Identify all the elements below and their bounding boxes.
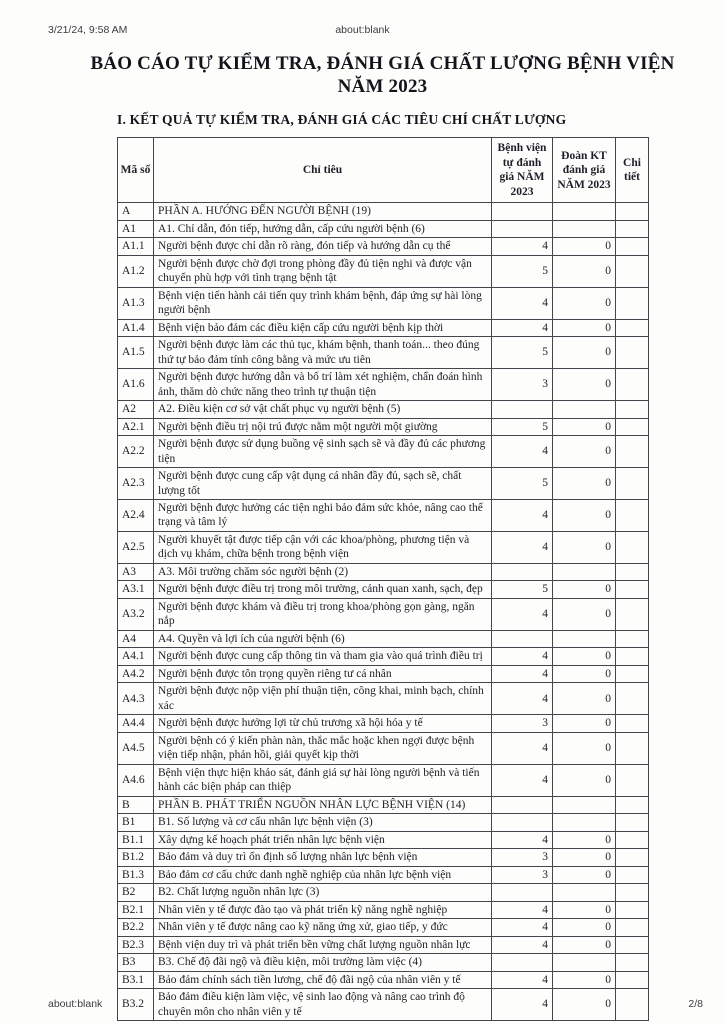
table-row [118,866,649,883]
cell-criteria: Người bệnh được cung cấp thông tin và tham gia vào quá trình điều trị [154,648,492,665]
cell-detail [616,531,649,563]
cell-team-score: 0 [553,581,616,598]
print-footer-url: about:blank [48,998,103,1010]
cell-detail [616,369,649,401]
cell-self-score [492,796,553,813]
cell-detail [616,287,649,319]
table-row [118,436,649,468]
cell-criteria: Người bệnh được chờ đợi trong phòng đầy đủ tiện nghi và được vận chuyển phù hợp với tình trạng bệnh tật [154,255,492,287]
cell-criteria: Bệnh viện bảo đảm các điều kiện cấp cứu người bệnh kịp thời [154,319,492,336]
cell-detail [616,220,649,237]
table-row [118,884,649,901]
cell-criteria: B1. Số lượng và cơ cấu nhân lực bệnh viện (3) [154,814,492,831]
cell-criteria: Nhân viên y tế được đào tạo và phát triển kỹ năng nghề nghiệp [154,901,492,918]
cell-code: A [118,203,154,220]
cell-self-score: 4 [492,683,553,715]
cell-self-score [492,630,553,647]
cell-team-score: 0 [553,866,616,883]
cell-team-score: 0 [553,418,616,435]
table-row [118,648,649,665]
header-team-assessment: Đoàn KT đánh giá NĂM 2023 [553,138,616,203]
cell-criteria: Người bệnh được điều trị trong môi trường, cảnh quan xanh, sạch, đẹp [154,581,492,598]
cell-self-score: 4 [492,436,553,468]
cell-criteria: Người bệnh được chỉ dẫn rõ ràng, đón tiếp và hướng dẫn cụ thể [154,238,492,255]
cell-team-score: 0 [553,319,616,336]
cell-criteria: Bảo đảm và duy trì ổn định số lượng nhân lực bệnh viện [154,849,492,866]
cell-detail [616,418,649,435]
cell-criteria: B3. Chế độ đãi ngộ và điều kiện, môi trường làm việc (4) [154,954,492,971]
cell-team-score: 0 [553,337,616,369]
cell-code: B [118,796,154,813]
section-heading: I. KẾT QUẢ TỰ KIỂM TRA, ĐÁNH GIÁ CÁC TIÊU CHÍ CHẤT LƯỢNG [117,112,567,128]
cell-code: A2.1 [118,418,154,435]
cell-team-score [553,796,616,813]
cell-self-score: 4 [492,598,553,630]
cell-team-score: 0 [553,683,616,715]
cell-team-score: 0 [553,919,616,936]
cell-self-score: 5 [492,468,553,500]
table-row [118,337,649,369]
criteria-table [117,137,649,1021]
cell-criteria: Bệnh viện thực hiện khảo sát, đánh giá sự hài lòng người bệnh và tiến hành các biện pháp can thiệp [154,764,492,796]
table-row [118,401,649,418]
cell-team-score: 0 [553,971,616,988]
cell-code: A4.3 [118,683,154,715]
header-code: Mã số [118,138,154,203]
table-row [118,971,649,988]
table-row [118,732,649,764]
cell-team-score: 0 [553,665,616,682]
table-row [118,954,649,971]
cell-self-score: 4 [492,531,553,563]
cell-detail [616,849,649,866]
cell-self-score: 4 [492,831,553,848]
cell-team-score: 0 [553,238,616,255]
cell-self-score [492,220,553,237]
table-row [118,203,649,220]
cell-self-score: 3 [492,849,553,866]
cell-criteria: PHẦN A. HƯỚNG ĐẾN NGƯỜI BỆNH (19) [154,203,492,220]
cell-code: A1.6 [118,369,154,401]
cell-criteria: Bảo đảm cơ cấu chức danh nghề nghiệp của nhân lực bệnh viện [154,866,492,883]
table-row [118,220,649,237]
cell-team-score: 0 [553,849,616,866]
table-row [118,468,649,500]
table-row [118,598,649,630]
cell-criteria: A1. Chỉ dẫn, đón tiếp, hướng dẫn, cấp cứu người bệnh (6) [154,220,492,237]
table-row [118,831,649,848]
cell-team-score: 0 [553,936,616,953]
cell-team-score [553,954,616,971]
document-title-line2: NĂM 2023 [337,76,428,98]
cell-team-score [553,814,616,831]
cell-code: A4.4 [118,715,154,732]
cell-criteria: Bảo đảm chính sách tiền lương, chế độ đãi ngộ của nhân viên y tế [154,971,492,988]
header-self-assessment: Bệnh viện tự đánh giá NĂM 2023 [492,138,553,203]
cell-code: A1.4 [118,319,154,336]
print-header-datetime: 3/21/24, 9:58 AM [48,24,128,36]
header-criteria: Chỉ tiêu [154,138,492,203]
cell-detail [616,884,649,901]
cell-code: A1.2 [118,255,154,287]
cell-self-score: 4 [492,665,553,682]
cell-self-score: 4 [492,732,553,764]
cell-self-score: 5 [492,337,553,369]
cell-code: B1.3 [118,866,154,883]
cell-self-score: 4 [492,901,553,918]
cell-detail [616,255,649,287]
cell-code: A2.5 [118,531,154,563]
cell-self-score: 3 [492,369,553,401]
cell-criteria: Nhân viên y tế được nâng cao kỹ năng ứng xử, giao tiếp, y đức [154,919,492,936]
table-row [118,849,649,866]
cell-criteria: Bảo đảm điều kiện làm việc, vệ sinh lao động và nâng cao trình độ chuyên môn cho nhân viên y tế [154,989,492,1021]
cell-code: A3.1 [118,581,154,598]
cell-criteria: PHẦN B. PHÁT TRIỂN NGUỒN NHÂN LỰC BỆNH VIỆN (14) [154,796,492,813]
cell-detail [616,831,649,848]
cell-criteria: Người bệnh được cung cấp vật dụng cá nhân đầy đủ, sạch sẽ, chất lượng tốt [154,468,492,500]
cell-team-score: 0 [553,598,616,630]
header-detail: Chi tiết [616,138,649,203]
table-row [118,319,649,336]
cell-self-score: 5 [492,255,553,287]
cell-criteria: Người bệnh được sử dụng buồng vệ sinh sạch sẽ và đầy đủ các phương tiện [154,436,492,468]
cell-code: A3.2 [118,598,154,630]
cell-detail [616,919,649,936]
print-header-url: about:blank [335,24,390,36]
cell-criteria: A4. Quyền và lợi ích của người bệnh (6) [154,630,492,647]
cell-team-score [553,563,616,580]
cell-code: A2.2 [118,436,154,468]
table-header-row [118,138,649,203]
cell-detail [616,764,649,796]
cell-team-score: 0 [553,255,616,287]
cell-self-score: 3 [492,866,553,883]
cell-detail [616,238,649,255]
cell-team-score: 0 [553,531,616,563]
cell-self-score [492,884,553,901]
cell-detail [616,581,649,598]
cell-criteria: Người bệnh được tôn trọng quyền riêng tư cá nhân [154,665,492,682]
cell-self-score [492,954,553,971]
cell-team-score: 0 [553,468,616,500]
cell-code: A2.3 [118,468,154,500]
cell-detail [616,936,649,953]
cell-detail [616,203,649,220]
cell-criteria: Bệnh viện tiến hành cải tiến quy trình khám bệnh, đáp ứng sự hài lòng người bệnh [154,287,492,319]
cell-criteria: Xây dựng kế hoạch phát triển nhân lực bệnh viện [154,831,492,848]
cell-team-score: 0 [553,369,616,401]
cell-team-score [553,884,616,901]
cell-self-score: 4 [492,319,553,336]
table-row [118,418,649,435]
table-row [118,665,649,682]
table-row [118,630,649,647]
cell-criteria: Người bệnh được khám và điều trị trong khoa/phòng gọn gàng, ngăn nắp [154,598,492,630]
cell-team-score: 0 [553,436,616,468]
table-row [118,581,649,598]
table-row [118,715,649,732]
print-footer [0,998,725,1012]
cell-code: B3.2 [118,989,154,1021]
cell-criteria: Bệnh viện duy trì và phát triển bền vững chất lượng nguồn nhân lực [154,936,492,953]
cell-criteria: A2. Điều kiện cơ sở vật chất phục vụ người bệnh (5) [154,401,492,418]
cell-detail [616,814,649,831]
cell-criteria: A3. Môi trường chăm sóc người bệnh (2) [154,563,492,580]
cell-detail [616,665,649,682]
cell-criteria: Người bệnh được hưởng các tiện nghi bảo đảm sức khỏe, nâng cao thể trạng và tâm lý [154,500,492,532]
cell-detail [616,683,649,715]
cell-self-score: 5 [492,418,553,435]
cell-detail [616,500,649,532]
cell-code: A1.1 [118,238,154,255]
table-row [118,369,649,401]
cell-self-score [492,401,553,418]
cell-criteria: Người khuyết tật được tiếp cận với các khoa/phòng, phương tiện và dịch vụ khám, chữa bệnh trong bệnh viện [154,531,492,563]
cell-detail [616,866,649,883]
cell-detail [616,563,649,580]
cell-detail [616,337,649,369]
table-row [118,500,649,532]
cell-self-score: 4 [492,287,553,319]
table-row [118,563,649,580]
cell-code: A4.1 [118,648,154,665]
cell-code: B1.2 [118,849,154,866]
cell-team-score: 0 [553,648,616,665]
print-footer-page-number: 2/8 [688,998,703,1010]
cell-self-score: 5 [492,581,553,598]
cell-code: B3.1 [118,971,154,988]
cell-self-score: 4 [492,764,553,796]
cell-self-score: 4 [492,238,553,255]
cell-detail [616,630,649,647]
cell-team-score: 0 [553,287,616,319]
cell-team-score: 0 [553,500,616,532]
cell-team-score [553,401,616,418]
cell-self-score [492,814,553,831]
cell-criteria: Người bệnh được làm các thủ tục, khám bệnh, thanh toán... theo đúng thứ tự bảo đảm tính công bằng và mức ưu tiên [154,337,492,369]
cell-self-score: 3 [492,715,553,732]
cell-code: B2.2 [118,919,154,936]
cell-code: B2 [118,884,154,901]
cell-team-score: 0 [553,989,616,1021]
cell-code: A4.5 [118,732,154,764]
cell-detail [616,796,649,813]
cell-self-score: 4 [492,936,553,953]
table-row [118,901,649,918]
cell-criteria: Người bệnh điều trị nội trú được nằm một người một giường [154,418,492,435]
cell-detail [616,598,649,630]
cell-code: B3 [118,954,154,971]
table-row [118,919,649,936]
cell-code: A2 [118,401,154,418]
cell-detail [616,901,649,918]
cell-self-score [492,563,553,580]
cell-code: A4.2 [118,665,154,682]
table-row [118,764,649,796]
print-header [0,24,725,38]
cell-code: B2.1 [118,901,154,918]
cell-team-score: 0 [553,831,616,848]
cell-detail [616,468,649,500]
cell-criteria: B2. Chất lượng nguồn nhân lực (3) [154,884,492,901]
document-title [87,52,678,98]
cell-team-score: 0 [553,901,616,918]
cell-code: B2.3 [118,936,154,953]
cell-code: A1.5 [118,337,154,369]
cell-detail [616,436,649,468]
cell-code: A4.6 [118,764,154,796]
cell-code: A2.4 [118,500,154,532]
cell-detail [616,648,649,665]
cell-self-score [492,203,553,220]
cell-criteria: Người bệnh có ý kiến phàn nàn, thắc mắc hoặc khen ngợi được bệnh viện tiếp nhận, phản hồi, giải quyết kịp thời [154,732,492,764]
cell-team-score: 0 [553,764,616,796]
cell-team-score [553,203,616,220]
cell-self-score: 4 [492,919,553,936]
table-row [118,255,649,287]
cell-self-score: 4 [492,989,553,1021]
cell-code: A3 [118,563,154,580]
table-row [118,814,649,831]
cell-code: B1.1 [118,831,154,848]
cell-code: A1 [118,220,154,237]
cell-detail [616,319,649,336]
cell-self-score: 4 [492,500,553,532]
cell-criteria: Người bệnh được hướng dẫn và bố trí làm xét nghiệm, chẩn đoán hình ảnh, thăm dò chức năng theo trình tự thuận tiện [154,369,492,401]
cell-self-score: 4 [492,648,553,665]
cell-code: A4 [118,630,154,647]
cell-team-score [553,220,616,237]
cell-detail [616,954,649,971]
document-body [90,52,675,1021]
cell-detail [616,732,649,764]
table-row [118,683,649,715]
document-title-line1: BÁO CÁO TỰ KIỂM TRA, ĐÁNH GIÁ CHẤT LƯỢNG BỆNH VIỆN [90,53,675,74]
cell-team-score: 0 [553,732,616,764]
cell-code: B1 [118,814,154,831]
table-row [118,531,649,563]
cell-criteria: Người bệnh được nộp viện phí thuận tiện, công khai, minh bạch, chính xác [154,683,492,715]
table-row [118,238,649,255]
cell-detail [616,971,649,988]
cell-criteria: Người bệnh được hưởng lợi từ chủ trương xã hội hóa y tế [154,715,492,732]
cell-code: A1.3 [118,287,154,319]
cell-detail [616,715,649,732]
cell-detail [616,401,649,418]
cell-team-score: 0 [553,715,616,732]
cell-self-score: 4 [492,971,553,988]
table-row [118,936,649,953]
table-row [118,796,649,813]
table-row [118,287,649,319]
cell-team-score [553,630,616,647]
